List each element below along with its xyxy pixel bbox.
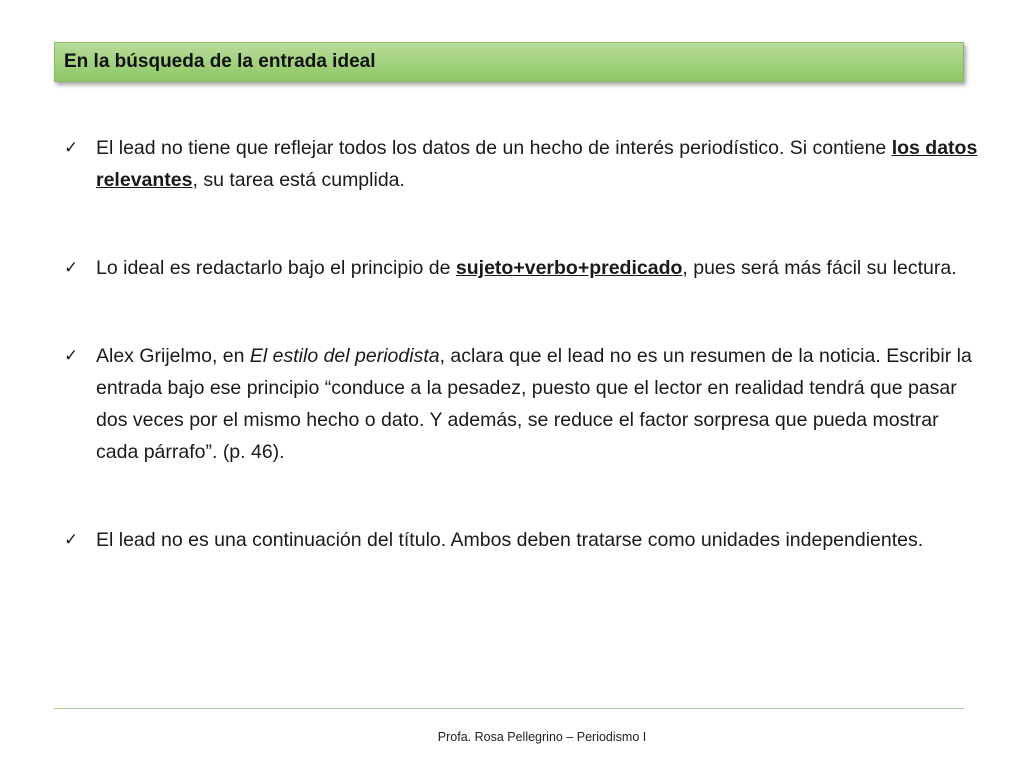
checkmark-icon: ✓: [64, 346, 79, 366]
checkmark-icon: ✓: [64, 138, 79, 158]
bullet-text: El lead no tiene que reflejar todos los datos de un hecho de interés periodístico. Si contiene: [96, 137, 892, 159]
bullet-text: , su tarea está cumplida.: [192, 169, 405, 191]
bullet-item: [60, 132, 980, 196]
bullet-text: Lo ideal es redactarlo bajo el principio de: [96, 257, 456, 279]
checkmark-icon: ✓: [64, 258, 79, 278]
checkmark-icon: ✓: [64, 530, 79, 550]
bullet-text: Alex Grijelmo, en: [96, 345, 250, 367]
bullet-text: , pues será más fácil su lectura.: [682, 257, 957, 279]
book-title: El estilo del periodista: [249, 345, 440, 367]
bullet-emphasis: los datos relevantes: [96, 137, 978, 191]
slide-title: En la búsqueda de la entrada ideal: [64, 51, 376, 72]
bullet-item: [60, 252, 980, 284]
footer-divider: [54, 708, 964, 709]
footer-text: Profa. Rosa Pellegrino – Periodismo I: [437, 730, 647, 744]
bullet-text: , aclara que el lead no es un resumen de la noticia. Escribir la entrada bajo ese principio “conduce a la pesadez, puesto que el lector en realidad tendrá que pasar dos veces por el mismo hecho o dato. Y además, se reduce el factor sorpresa que pueda mostrar cada párrafo”. (p. 46).: [96, 345, 972, 463]
bullet-emphasis: sujeto+verbo+predicado: [455, 257, 683, 279]
bullet-text: El lead no es una continuación del título. Ambos deben tratarse como unidades independientes.: [96, 529, 924, 551]
bullet-item: [60, 340, 980, 468]
bullet-item: [60, 524, 980, 556]
bullet-list: [60, 132, 980, 556]
slide-title-bar: [54, 42, 964, 82]
